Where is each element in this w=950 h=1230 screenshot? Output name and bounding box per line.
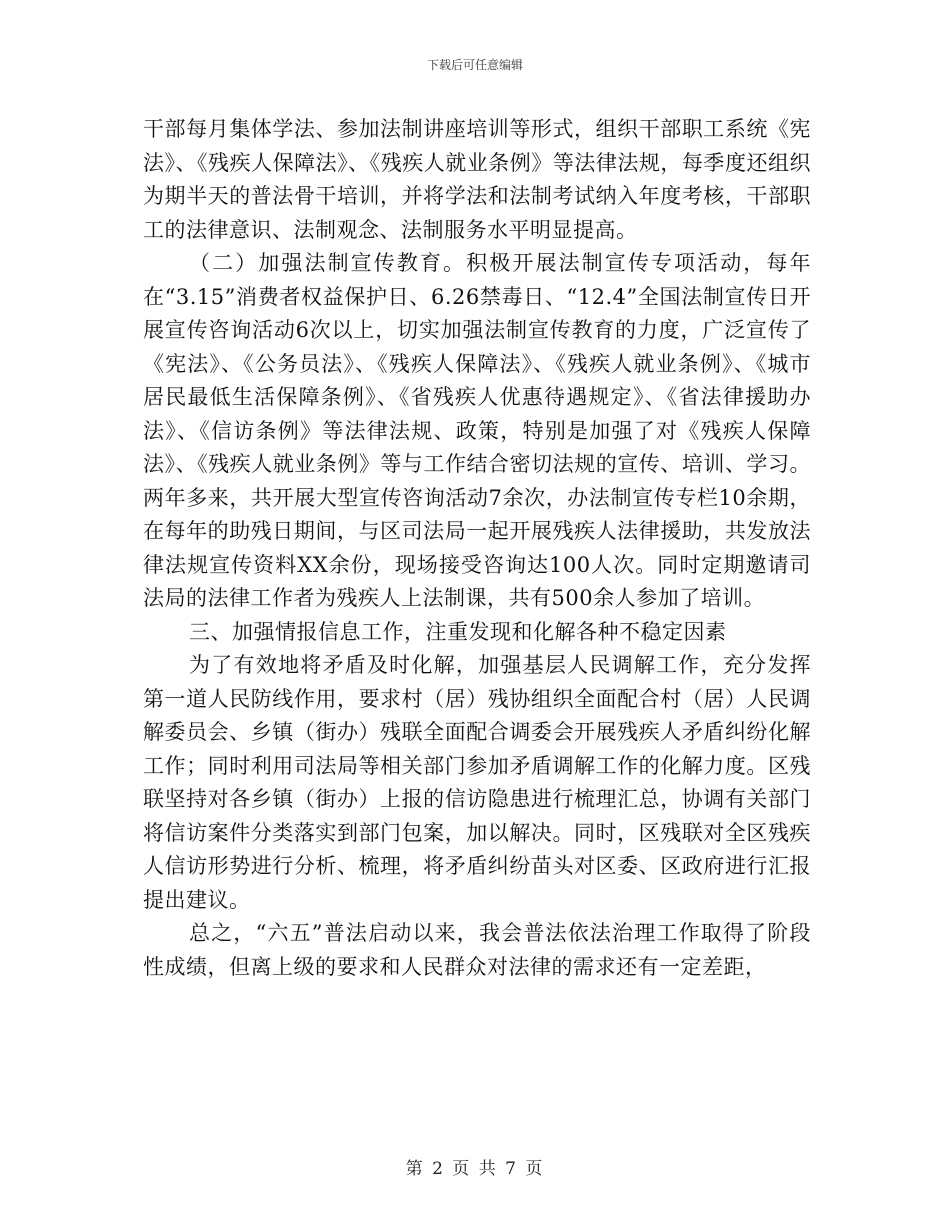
paragraph-2: （二）加强法制宣传教育。积极开展法制宣传专项活动，每年在“3.15”消费者权益保护日、6.26禁毒日、“12.4”全国法制宣传日开展宣传咨询活动6次以上，切实加强法制宣传教育的力度，广泛宣传了《宪法》、《公务员法》、《残疾人保障法》、《残疾人就业条例》、《城市居民最低生活保障条例》、《省残疾人优惠待遇规定》、《省法律援助办法》、《信访条例》等法律法规、政策，特别是加强了对《残疾人保障法》、《残疾人就业条例》等与工作结合密切法规的宣传、培训、学习。两年多来，共开展大型宣传咨询活动7余次，办法制宣传专栏10余期，在每年的助残日期间，与区司法局一起开展残疾人法律援助，共发放法律法规宣传资料XX余份，现场接受咨询达100人次。同时定期邀请司法局的法律工作者为残疾人上法制课，共有500余人参加了培训。 (143, 251, 811, 610)
document-body (143, 113, 811, 984)
paragraph-1: 干部每月集体学法、参加法制讲座培训等形式，组织干部职工系统《宪法》、《残疾人保障法》、《残疾人就业条例》等法律法规，每季度还组织为期半天的普法骨干培训，并将学法和法制考试纳入年度考核，干部职工的法律意识、法制观念、法制服务水平明显提高。 (143, 117, 811, 242)
section-heading-3: 三、加强情报信息工作，注重发现和化解各种不稳定因素 (189, 619, 727, 644)
page-number: 第 2 页 共 7 页 (405, 1159, 545, 1179)
paragraph-5: 总之，“六五”普法启动以来，我会普法依法治理工作取得了阶段性成绩，但离上级的要求和人民群众对法律的需求还有一定差距， (143, 921, 811, 979)
paragraph-4: 为了有效地将矛盾及时化解，加强基层人民调解工作，充分发挥第一道人民防线作用，要求村（居）残协组织全面配合村（居）人民调解委员会、乡镇（街办）残联全面配合调委会开展残疾人矛盾纠纷化解工作；同时利用司法局等相关部门参加矛盾调解工作的化解力度。区残联坚持对各乡镇（街办）上报的信访隐患进行梳理汇总，协调有关部门将信访案件分类落实到部门包案，加以解决。同时，区残联对全区残疾人信访形势进行分析、梳理，将矛盾纠纷苗头对区委、区政府进行汇报提出建议。 (143, 653, 811, 912)
page-header-note: 下载后可任意编辑 (426, 58, 523, 72)
